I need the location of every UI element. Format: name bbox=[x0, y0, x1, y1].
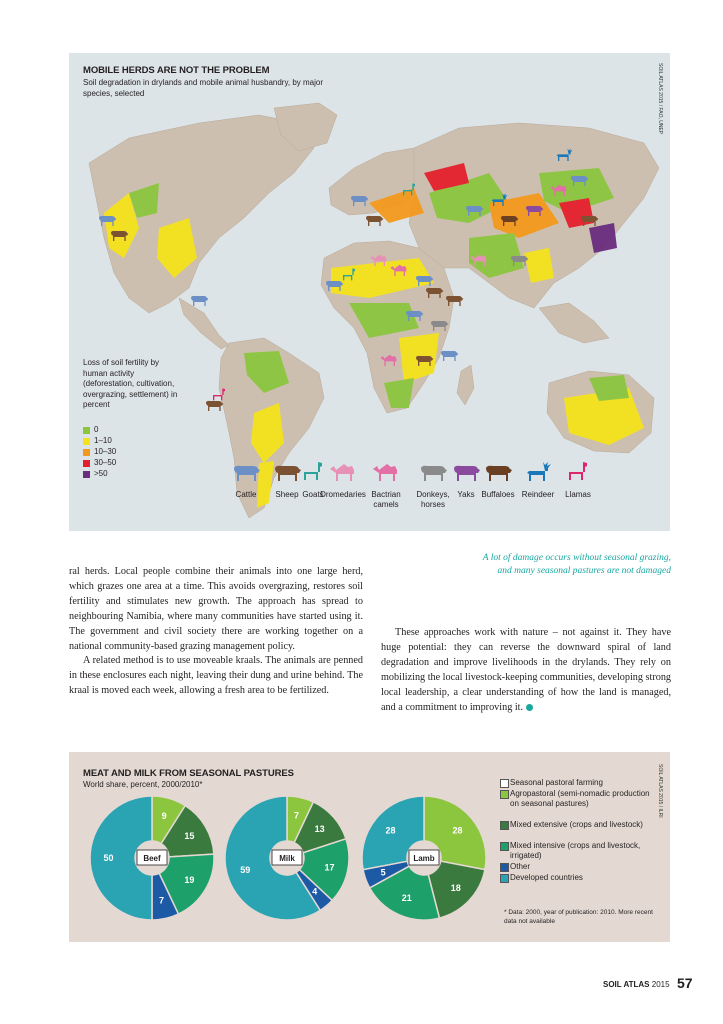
bactrian-camel-icon bbox=[371, 461, 401, 488]
pie-value-label: 50 bbox=[103, 853, 114, 863]
left-paragraph-2: A related method is to use moveable kraals. The animals are penned in these enclosures each night, leaving their dung and urine behind. The kraal is moved each week, allowing a fresh area to be fertilized. bbox=[69, 655, 363, 697]
legend-swatch bbox=[500, 874, 509, 883]
legend-swatch bbox=[500, 779, 509, 788]
pie-value-label: 4 bbox=[312, 886, 318, 897]
animal-label: Cattle bbox=[235, 490, 257, 499]
left-paragraph-1: ral herds. Local people combine their animals into one large herd, which grazes one area at a time. This avoids overgrazing, restores soil fertility and stimulates new growth. The approach has spread to neighbouring Namibia, where many communities have started using it. The government and civil society there are working together on a national community-based grazing management policy. bbox=[69, 566, 363, 652]
map-subtitle: Soil degradation in drylands and mobile animal husbandry, by major species, selected bbox=[83, 78, 323, 98]
map-cattle-icon bbox=[191, 296, 208, 306]
pie-value-label: 18 bbox=[450, 882, 461, 893]
legend-label: Seasonal pastoral farming bbox=[510, 778, 603, 787]
world-map bbox=[69, 53, 670, 531]
footer-brand-text: SOIL ATLAS bbox=[603, 980, 650, 989]
legend-swatch bbox=[83, 471, 90, 478]
map-legend-item bbox=[83, 458, 116, 468]
pie-value-label: 17 bbox=[324, 862, 335, 873]
legend-swatch bbox=[500, 790, 509, 799]
pie-center-label: Beef bbox=[143, 854, 161, 863]
southeast-asia-landmass bbox=[539, 303, 609, 343]
pie-panel bbox=[69, 752, 670, 942]
animal-label: Sheep bbox=[275, 490, 299, 499]
animal-label: Yaks bbox=[457, 490, 475, 499]
reindeer-icon bbox=[523, 461, 553, 488]
pie-value-label: 13 bbox=[314, 824, 325, 835]
pies-subtitle: World share, percent, 2000/2010* bbox=[83, 780, 203, 789]
map-sheep-icon bbox=[206, 401, 223, 411]
pie-value-label: 28 bbox=[452, 825, 463, 836]
pie-legend-item bbox=[510, 841, 650, 861]
pie-lamb bbox=[362, 796, 486, 920]
animal-label: Dromedaries bbox=[320, 490, 366, 499]
yak-icon bbox=[451, 461, 481, 488]
pie-value-label: 19 bbox=[184, 875, 195, 886]
pie-legend-item bbox=[510, 778, 650, 788]
legend-label: Developed countries bbox=[510, 873, 583, 882]
central-america-landmass bbox=[179, 298, 229, 349]
map-legend-item bbox=[83, 447, 116, 457]
pies-footnote: * Data: 2000, year of publication: 2010. More recent data not available bbox=[504, 909, 653, 925]
animal-label: Llamas bbox=[565, 490, 591, 499]
legend-swatch bbox=[83, 449, 90, 456]
legend-swatch bbox=[500, 821, 509, 830]
llama-icon bbox=[563, 461, 593, 488]
legend-label: 10–30 bbox=[94, 447, 117, 456]
map-legend-item bbox=[83, 469, 108, 479]
pie-legend-item bbox=[510, 862, 650, 872]
legend-label: Mixed intensive (crops and livestock, irrigated) bbox=[510, 841, 641, 860]
figure-caption: A lot of damage occurs without seasonal grazing, and many seasonal pastures are not damaged bbox=[482, 553, 671, 576]
map-legend-title: Loss of soil fertility by human activity (deforestation, cultivation, overgrazing, settlement) in percent bbox=[83, 358, 178, 409]
pie-value-label: 28 bbox=[385, 825, 396, 836]
left-column bbox=[69, 565, 363, 699]
legend-swatch bbox=[83, 460, 90, 467]
map-panel bbox=[69, 53, 670, 531]
pie-legend-item bbox=[510, 820, 650, 830]
map-source: SOIL ATLAS 2015 / FAO, UNEP bbox=[657, 63, 663, 135]
pie-value-label: 59 bbox=[240, 865, 251, 876]
footer-brand bbox=[603, 980, 670, 989]
footer-year: 2015 bbox=[651, 980, 670, 989]
page-number: 57 bbox=[677, 975, 693, 991]
legend-label: >50 bbox=[94, 469, 108, 478]
legend-swatch bbox=[500, 842, 509, 851]
madagascar-landmass bbox=[457, 365, 474, 405]
pie-value-label: 7 bbox=[293, 810, 299, 821]
pie-charts bbox=[69, 752, 499, 942]
pie-milk bbox=[225, 796, 349, 920]
pie-value-label: 9 bbox=[161, 811, 167, 822]
legend-label: 1–10 bbox=[94, 436, 112, 445]
pie-value-label: 21 bbox=[401, 892, 412, 903]
goat-icon bbox=[298, 461, 328, 488]
donkey-icon bbox=[418, 461, 448, 488]
legend-swatch bbox=[500, 863, 509, 872]
map-sheep-icon bbox=[446, 296, 463, 306]
map-title: MOBILE HERDS ARE NOT THE PROBLEM bbox=[83, 65, 270, 76]
pie-legend-item bbox=[510, 789, 650, 809]
legend-label: 0 bbox=[94, 425, 99, 434]
legend-swatch bbox=[83, 438, 90, 445]
legend-label: Mixed extensive (crops and livestock) bbox=[510, 820, 643, 829]
right-column bbox=[381, 626, 671, 715]
animal-label: Donkeys, horses bbox=[416, 490, 450, 509]
pie-center-label: Lamb bbox=[413, 854, 435, 863]
animal-label: Buffaloes bbox=[481, 490, 515, 499]
legend-label: Agropastoral (semi-nomadic production on seasonal pastures) bbox=[510, 789, 650, 808]
legend-swatch bbox=[83, 427, 90, 434]
map-legend-item bbox=[83, 436, 112, 446]
pies-title: MEAT AND MILK FROM SEASONAL PASTURES bbox=[83, 768, 294, 779]
pie-value-label: 15 bbox=[184, 830, 195, 841]
end-dot-icon bbox=[526, 704, 533, 711]
animal-label: Reindeer bbox=[521, 490, 555, 499]
pie-legend-item bbox=[510, 873, 650, 883]
legend-label: 30–50 bbox=[94, 458, 117, 467]
pie-center-label: Milk bbox=[279, 854, 295, 863]
buffalo-icon bbox=[483, 461, 513, 488]
pies-source: SOIL ATLAS 2015 / ILRI bbox=[657, 764, 663, 818]
cattle-icon bbox=[231, 461, 261, 488]
map-cattle-icon bbox=[441, 351, 458, 361]
animal-label: Bactrian camels bbox=[371, 490, 401, 509]
map-sheep-icon bbox=[366, 216, 383, 226]
pie-value-label: 5 bbox=[380, 867, 386, 878]
pie-beef bbox=[90, 796, 214, 920]
map-legend-item bbox=[83, 425, 98, 435]
right-paragraph-1: These approaches work with nature – not against it. They have huge potential: they can reverse the downward spiral of land degradation and improve livelihoods in the drylands. They rely on mobilizing the local livestock-keeping communities, developing strong local leadership, a clear understanding of how the land is managed, and a commitment to improving it. bbox=[381, 627, 672, 713]
dromedary-icon bbox=[328, 461, 358, 488]
pie-value-label: 7 bbox=[158, 895, 164, 906]
animal-label: Goats bbox=[302, 490, 324, 499]
legend-label: Other bbox=[510, 862, 531, 871]
